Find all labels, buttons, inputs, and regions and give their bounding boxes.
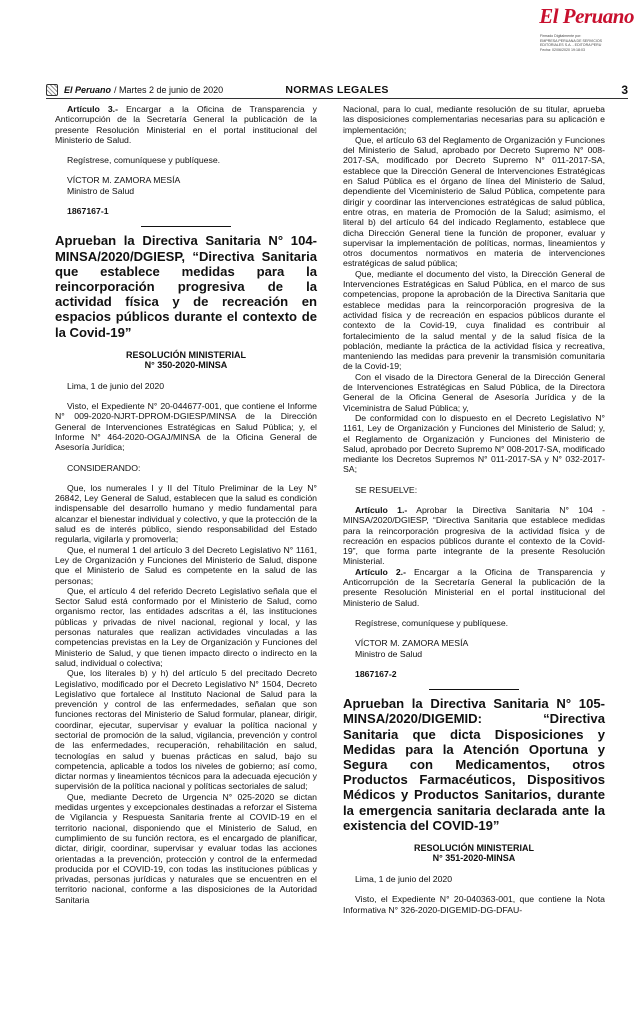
visto-paragraph: Visto, el Expediente N° 20-044677-001, que contiene el Informe N° 009-2020-NJRT-DPROM-DGIESP/MINSA de la Dirección General de Intervenciones Estratégicas en Salud Pública; y, el Informe N° 464-2020-OGAJ/MINSA de la Oficina General de Asesoría Jurídica; xyxy=(55,401,317,453)
body-paragraph: Que, el numeral 1 del artículo 3 del Decreto Legislativo N° 1161, Ley de Organización y Funciones del Ministerio de Salud, dispone que el Ministerio de Salud es competente en la salud de las personas; xyxy=(55,544,317,586)
body-paragraph: Que, los numerales I y II del Título Preliminar de la Ley N° 26842, Ley General de Salud, establecen que la salud es condición indispensable del desarrollo humano y medio fundamental para alcanzar el bienestar individual y colectivo, y que la protección de la salud es de interés público, siendo responsabilidad del Estado regularla, vigilarla y promoverla; xyxy=(55,482,317,545)
article-3 xyxy=(55,104,317,145)
body-paragraph: Con el visado de la Directora General de la Dirección General de Intervenciones Estratégicas en Salud Pública, de la Directora General de la Oficina General de Asesoría Jurídica y de la Viceministra de Salud Pública; y, xyxy=(343,371,605,413)
signature-line: EMPRESA PERUANA DE SERVICIOS xyxy=(540,38,603,43)
separator-rule xyxy=(429,689,519,690)
article-lead: Artículo 2.- xyxy=(355,566,406,577)
resolution-heading xyxy=(343,843,605,864)
body-paragraph: Que, mediante Decreto de Urgencia N° 025-2020 se dictan medidas urgentes y excepcionales destinadas a reforzar el Sistema de Vigilancia y Respuesta Sanitaria frente al COVID-19 en el territorio nacional, disponiendo que el Ministerio de Salud, en cumplimiento de su función rectora, es el encargado de planificar, dictar, dirigir, coordinar, supervisar y evaluar todas las acciones orientadas a la prevención, protección y control de la enfermedad producida por el COVID-19, con todas las instituciones públicas y privadas, personas jurídicas y naturales que se encuentren en el territorio nacional, conforme a las disposiciones de la Autoridad Sanitaria xyxy=(55,791,317,905)
resolution-heading xyxy=(55,350,317,371)
body-paragraph: Que, los literales b) y h) del artículo 5 del precitado Decreto Legislativo, modificado por el Decreto Legislativo N° 1504, Decreto Legislativo que fortalece al Instituto Nacional de Salud para la prevención y control de las enfermedades, señalan que son funciones rectoras del Ministerio de Salud formular, planear, dirigir, coordinar, ejecutar, supervisar y evaluar la política nacional y sectorial de promoción de la salud, vigilancia, prevención y control de las enfermedades, recuperación, rehabilitación en salud, tecnologías en salud y buenas prácticas en salud, bajo su competencia, aplicable a todos los niveles de gobierno; así como, dictar normas y lineamientos técnicos para la adecuada ejecución y supervisión de la política nacional y políticas sectoriales de salud; xyxy=(55,668,317,792)
visto-paragraph: Visto, el Expediente N° 20-040363-001, que contiene la Nota Informativa N° 326-2020-DIGEMID-DG-DFAU- xyxy=(343,894,605,915)
body-paragraph: Que, el artículo 4 del referido Decreto Legislativo señala que el Sector Salud está conformado por el Ministerio de Salud, como organismo rector, las entidades adscritas a él, las instituciones públicas y privadas de nivel nacional, regional y local, y las personas naturales que realizan actividades vinculadas a las competencias previstas en la Ley de Organización y Funciones del Ministerio de Salud, y que tienen impacto directo o indirecto en la salud, individual o colectiva; xyxy=(55,585,317,668)
place-date: Lima, 1 de junio del 2020 xyxy=(355,873,453,884)
se-resuelve-heading: SE RESUELVE: xyxy=(355,484,418,495)
document-id: 1867167-1 xyxy=(67,206,109,217)
resolution-label: RESOLUCIÓN MINISTERIAL xyxy=(125,349,246,360)
el-peruano-logo: El Peruano xyxy=(539,4,634,28)
signer-title: Ministro de Salud xyxy=(355,648,423,659)
signer-name: VÍCTOR M. ZAMORA MESÍA xyxy=(355,638,469,649)
article-lead: Artículo 1.- xyxy=(355,504,408,515)
closing-formula: Regístrese, comuníquese y publíquese. xyxy=(355,617,509,628)
body-paragraph: De conformidad con lo dispuesto en el Decreto Legislativo N° 1161, Ley de Organización y Funciones del Ministerio de Salud; y, el Reglamento de Organización y Funciones del Ministerio de Salud, aprobado por Decreto Supremo N° 008-2017-SA, modificado mediante los Decretos Supremos N° 011-2017-SA y N° 032-2017-SA; xyxy=(343,412,605,475)
signature-line: Firmado Digitalmente por: xyxy=(540,34,582,38)
resolution-title: Aprueban la Directiva Sanitaria N° 104-MINSA/2020/DGIESP, “Directiva Sanitaria que establece medidas para la reincorporación progresiva de la actividad física y de recreación en espacios públicos durante el contexto de la Covid-19” xyxy=(55,233,317,340)
article-1 xyxy=(343,505,605,567)
right-column xyxy=(343,104,605,915)
body-paragraph: Que, mediante el documento del visto, la Dirección General de Intervenciones Estratégicas en Salud Pública, en el marco de sus competencias, propone la aprobación de la Directiva Sanitaria que establece medidas para la reincorporación progresiva de la actividad física y de recreación en espacios públicos durante el contexto de la Covid-19, cuya finalidad es contribuir al fortalecimiento de la salud mental y de la salud física de la población, mediante la práctica de la actividad física y recreativa, manteniendo las medidas para prevenir la transmisión comunitaria de la Covid-19; xyxy=(343,268,605,372)
resolution-title: Aprueban la Directiva Sanitaria N° 105-MINSA/2020/DIGEMID: “Directiva Sanitaria que dicta Disposiciones y Medidas para la Atención Oportuna y Segura con Medicamentos, otros Productos Farmacéuticos, Dispositivos Médicos y Productos Sanitarios, durante la emergencia sanitaria declarada ante la existencia del COVID-19” xyxy=(343,696,605,833)
continued-paragraph: Nacional, para lo cual, mediante resolución de su titular, aprueba las disposiciones complementarias necesarias para su aplicación e implementación; xyxy=(343,104,605,135)
body-paragraph: Que, el artículo 63 del Reglamento de Organización y Funciones del Ministerio de Salud, aprobado por Decreto Supremo N° 008-2017-SA, modificado por Decreto Supremo N° 011-2017-SA, establece que la Dirección General de Intervenciones Estratégicas en Salud Pública es el órgano de línea del Ministerio de Salud, dependiente del Viceministerio de Salud Pública, competente para dirigir y coordinar las intervenciones estratégicas de salud pública, entre otras, en materia de Promoción de la Salud; asimismo, el literal b) del artículo 64 del indicado Reglamento, establece que dicha Dirección General tiene la función de proponer, evaluar y supervisar la implementación de políticas, normas, lineamientos y otros documentos normativos en materia de intervenciones estratégicas de salud pública; xyxy=(343,134,605,269)
considerando-heading: CONSIDERANDO: xyxy=(67,462,141,473)
article-text: Aprobar la Directiva Sanitaria N° 104 -MINSA/2020/DGIESP, “Directiva Sanitaria que establece medidas para la reincorporación progresiva de la actividad física y de recreación en espacios públicos durante el contexto de la Covid-19”, que forma parte integrante de la presente Resolución Ministerial. xyxy=(343,504,605,567)
closing-formula: Regístrese, comuníquese y publíquese. xyxy=(67,155,221,166)
signature-line: Fecha: 02/06/2020 19:18:03 xyxy=(540,47,585,52)
publication-name: El Peruano xyxy=(64,85,112,95)
resolution-number: N° 350-2020-MINSA xyxy=(144,360,228,371)
signer-name: VÍCTOR M. ZAMORA MESÍA xyxy=(67,175,181,186)
signer-title: Ministro de Salud xyxy=(67,185,135,196)
left-column xyxy=(55,104,317,905)
page-header xyxy=(46,82,628,99)
issue-date: / Martes 2 de junio de 2020 xyxy=(114,85,224,95)
article-lead: Artículo 3.- xyxy=(67,104,118,114)
place-date: Lima, 1 de junio del 2020 xyxy=(67,380,165,391)
resolution-number: N° 351-2020-MINSA xyxy=(432,853,516,864)
article-text: Encargar a la Oficina de Transparencia y Anticorrupción de la Secretaría General la publicación de la presente Resolución Ministerial en el portal institucional del Ministerio de Salud. xyxy=(343,566,606,608)
article-2 xyxy=(343,567,605,608)
section-title: NORMAS LEGALES xyxy=(285,84,389,96)
article-text: Encargar a la Oficina de Transparencia y Anticorrupción de la Secretaría General la publicación de la presente Resolución Ministerial en el portal institucional del Ministerio de Salud. xyxy=(55,104,318,145)
separator-rule xyxy=(141,226,231,227)
resolution-label: RESOLUCIÓN MINISTERIAL xyxy=(413,842,534,853)
digital-signature-note xyxy=(540,34,638,52)
document-id: 1867167-2 xyxy=(355,668,397,679)
page-number: 3 xyxy=(621,83,628,97)
signature-line: EDITORIALES S.A. - EDITORA PERU xyxy=(540,43,602,48)
